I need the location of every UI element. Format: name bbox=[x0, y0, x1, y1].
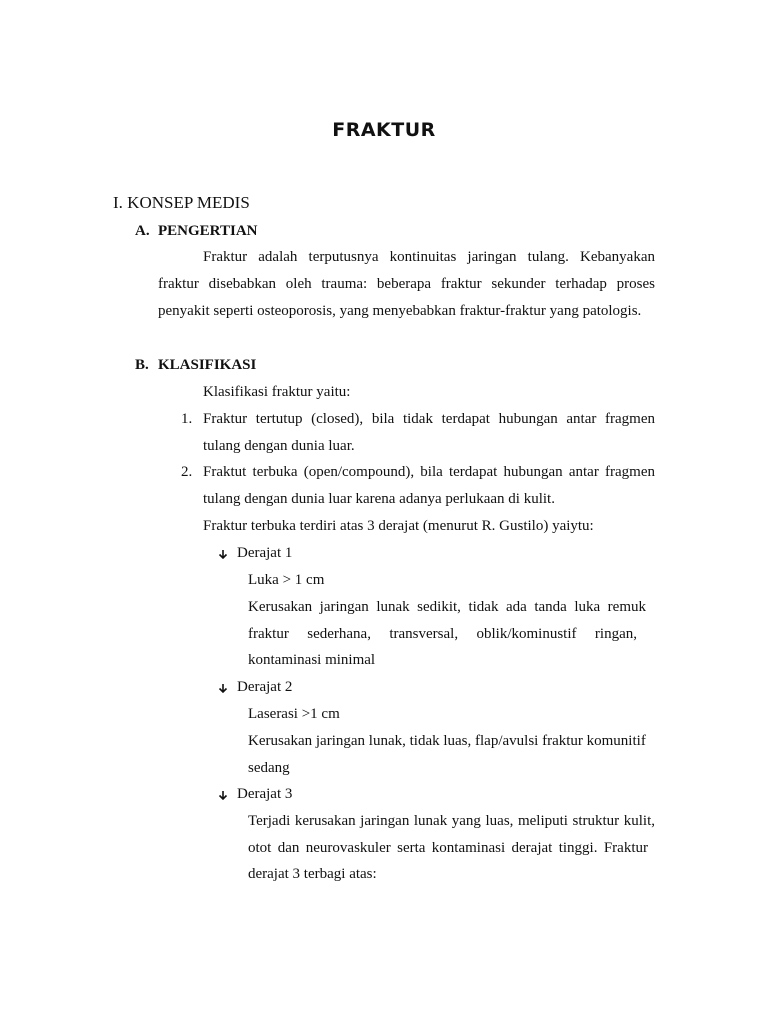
section-heading: I. KONSEP MEDIS bbox=[113, 193, 250, 212]
grade-2-line-3: sedang bbox=[248, 760, 290, 776]
grade-1-line-1: Luka > 1 cm bbox=[248, 572, 325, 588]
pengertian-line-3: penyakit seperti osteoporosis, yang menyebabkan fraktur-fraktur yang patologis. bbox=[158, 303, 642, 319]
sub-b-heading: KLASIFIKASI bbox=[158, 357, 257, 373]
open-fracture-intro: Fraktur terbuka terdiri atas 3 derajat (menurut R. Gustilo) yaiytu: bbox=[203, 518, 594, 534]
document-title: FRAKTUR bbox=[332, 119, 436, 141]
arrow-bullet-icon bbox=[218, 683, 228, 693]
list-item-2-line-1: Fraktut terbuka (open/compound), bila terdapat hubungan antar fragmen bbox=[203, 464, 655, 480]
grade-2-line-2: Kerusakan jaringan lunak, tidak luas, flap/avulsi fraktur komunitif bbox=[248, 733, 646, 749]
pengertian-line-2: fraktur disebabkan oleh trauma: beberapa fraktur sekunder terhadap proses bbox=[158, 276, 655, 292]
list-number: 1. bbox=[181, 411, 193, 427]
klasifikasi-intro: Klasifikasi fraktur yaitu: bbox=[203, 384, 351, 400]
arrow-bullet-icon bbox=[218, 790, 228, 800]
sub-a-marker: A. bbox=[135, 223, 150, 239]
sub-a-heading: PENGERTIAN bbox=[158, 223, 258, 239]
grade-3-line-3: derajat 3 terbagi atas: bbox=[248, 866, 377, 882]
list-item-1-line-2: tulang dengan dunia luar. bbox=[203, 438, 355, 454]
grade-1-line-2: Kerusakan jaringan lunak sedikit, tidak ada tanda luka remuk bbox=[248, 599, 646, 615]
list-item-1-line-1: Fraktur tertutup (closed), bila tidak terdapat hubungan antar fragmen bbox=[203, 411, 655, 427]
grade-label: Derajat 3 bbox=[237, 786, 293, 802]
grade-3-line-1: Terjadi kerusakan jaringan lunak yang luas, meliputi struktur kulit, bbox=[248, 813, 655, 829]
grade-2-line-1: Laserasi >1 cm bbox=[248, 706, 340, 722]
grade-3-line-2: otot dan neurovaskuler serta kontaminasi derajat tinggi. Fraktur bbox=[248, 840, 648, 856]
sub-b-marker: B. bbox=[135, 357, 149, 373]
list-item-2-line-2: tulang dengan dunia luar karena adanya perlukaan di kulit. bbox=[203, 491, 555, 507]
grade-label: Derajat 2 bbox=[237, 679, 293, 695]
grade-1-line-4: kontaminasi minimal bbox=[248, 652, 376, 668]
arrow-bullet-icon bbox=[218, 549, 228, 559]
grade-1-line-3: fraktur sederhana, transversal, oblik/kominustif ringan, bbox=[248, 626, 637, 642]
list-number: 2. bbox=[181, 464, 193, 480]
grade-label: Derajat 1 bbox=[237, 545, 293, 561]
pengertian-line-1: Fraktur adalah terputusnya kontinuitas jaringan tulang. Kebanyakan bbox=[203, 249, 655, 265]
